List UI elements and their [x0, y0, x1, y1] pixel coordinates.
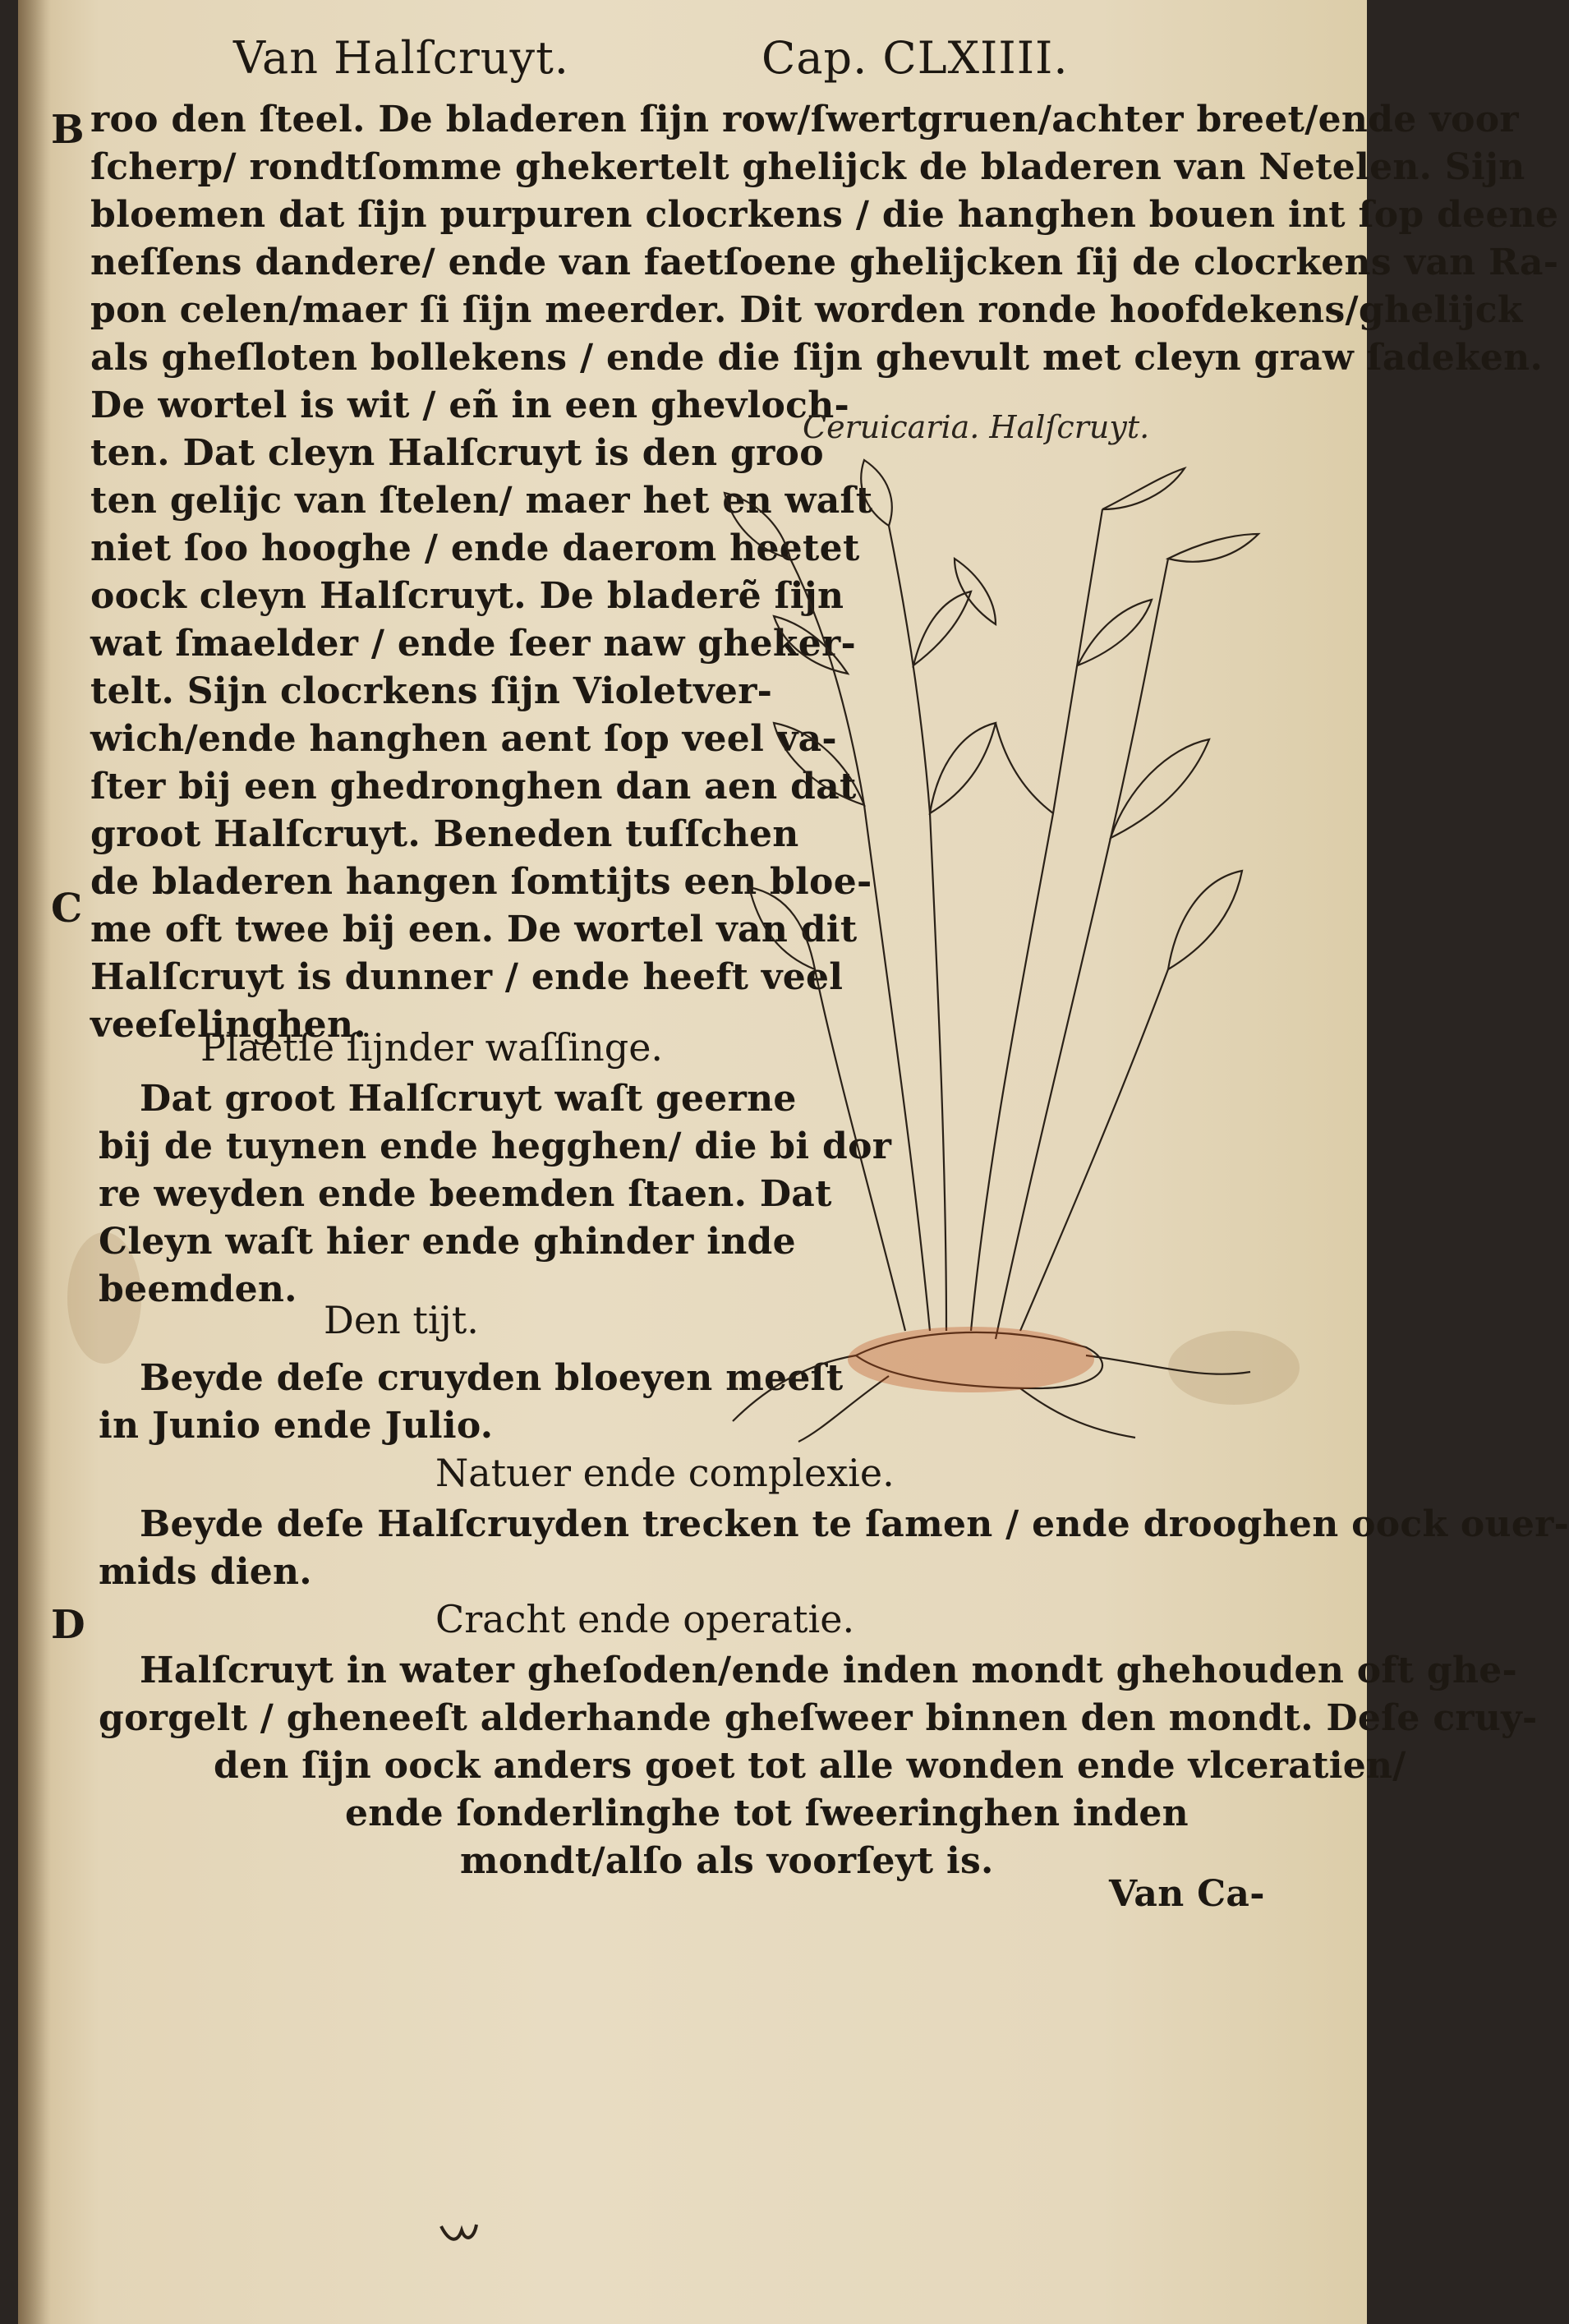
plaetse-line: bij de tuynen ende hegghen/ die bi dor [99, 1125, 892, 1167]
natuer-line: Beyde deſe Halſcruyden trecken te ſamen / ende drooghen oock ouer- [140, 1503, 1569, 1545]
plaetse-line: Cleyn waſt hier ende ghinder inde [99, 1221, 796, 1263]
running-head-left: Van Halſcruyt. [233, 32, 569, 84]
margin-letter-d: D [51, 1602, 85, 1648]
column-line: groot Halſcruyt. Beneden tuſſchen [90, 813, 799, 855]
illustration-caption: Ceruicaria. Halſcruyt. [803, 409, 1150, 445]
plaetse-line: beemden. [99, 1268, 297, 1310]
cracht-line: den ſijn oock anders goet tot alle wonden ende vlceratien/ [214, 1745, 1406, 1787]
column-line: ten. Dat cleyn Halſcruyt is den groo [90, 432, 824, 474]
tijt-line: Beyde deſe cruyden bloeyen meeſt [140, 1357, 844, 1399]
cracht-line: Halſcruyt in water gheſoden/ende inden mondt ghehouden oft ghe- [140, 1650, 1518, 1691]
column-line: veeſelinghen. [90, 1004, 366, 1046]
column-line: me oft twee bij een. De wortel van dit [90, 909, 858, 950]
margin-letter-c: C [51, 886, 83, 932]
column-line: oock cleyn Halſcruyt. De bladerẽ ſijn [90, 575, 844, 617]
binding-shadow [18, 0, 51, 2324]
natuer-line: mids dien. [99, 1551, 312, 1593]
margin-letter-b: B [51, 107, 85, 153]
column-line: Halſcruyt is dunner / ende heeft veel [90, 956, 844, 998]
cracht-line: mondt/alſo als voorſeyt is. [460, 1840, 994, 1882]
catchword: Van Ca- [1109, 1873, 1265, 1915]
column-line: ten gelijc van ſtelen/ maer het en waſt [90, 480, 873, 522]
column-line: wich/ende hanghen aent ſop veel va- [90, 718, 837, 760]
column-line: wat ſmaelder / ende ſeer naw gheker- [90, 623, 857, 665]
section-heading-cracht: Cracht ende operatie. [435, 1597, 855, 1641]
intro-line: neſſens dandere/ ende van faetſoene ghelijcken ſij de clocrkens van Ra- [90, 242, 1559, 283]
cracht-line: gorgelt / gheneeſt alderhande gheſweer binnen den mondt. Deſe cruy- [99, 1697, 1538, 1739]
intro-line: ſcherp/ rondtſomme ghekertelt ghelijck de bladeren van Netelen. Sijn [90, 146, 1525, 188]
plaetse-line: Dat groot Halſcruyt waſt geerne [140, 1078, 797, 1120]
column-line: ſter bij een ghedronghen dan aen dat [90, 766, 857, 808]
book-page [18, 0, 1569, 2324]
running-head-right: Cap. CLXIIII. [761, 32, 1069, 84]
printer-ornament-icon [437, 2218, 478, 2251]
column-line: telt. Sijn clocrkens ſijn Violetver- [90, 670, 773, 712]
section-heading-plaetse: Plaetſe ſijnder waſſinge. [200, 1025, 664, 1070]
column-line: de bladeren hangen ſomtijts een bloe- [90, 861, 872, 903]
tijt-line: in Junio ende Julio. [99, 1405, 494, 1447]
column-line: niet ſoo hooghe / ende daerom heetet [90, 527, 860, 569]
intro-line: pon celen/maer ſi ſijn meerder. Dit worden ronde hoofdekens/ghelijck [90, 289, 1523, 331]
intro-line: als gheſloten bollekens / ende die ſijn ghevult met cleyn graw ſadeken. [90, 337, 1544, 379]
column-line: De wortel is wit / eñ in een ghevloch- [90, 384, 850, 426]
section-heading-natuer: Natuer ende complexie. [435, 1451, 895, 1495]
plant-woodcut-illustration [725, 460, 1267, 1446]
section-heading-tijt: Den tijt. [324, 1298, 479, 1342]
plaetse-line: re weyden ende beemden ſtaen. Dat [99, 1173, 832, 1215]
intro-line: roo den ſteel. De bladeren ſijn row/ſwertgruen/achter breet/ende voor [90, 99, 1519, 140]
cracht-line: ende ſonderlinghe tot ſweeringhen inden [345, 1792, 1189, 1834]
intro-line: bloemen dat ſijn purpuren clocrkens / die hanghen bouen int ſop deene [90, 194, 1559, 236]
